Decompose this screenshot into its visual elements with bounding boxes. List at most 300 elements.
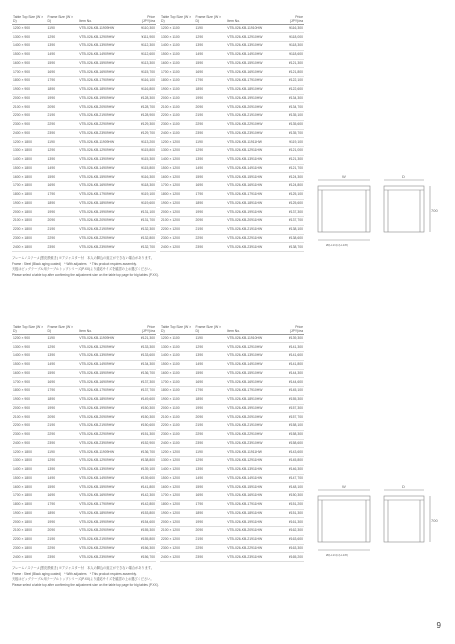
cell-frame-size: 1690	[195, 182, 227, 191]
cell-price: ¥115,700	[133, 68, 156, 77]
cell-item-no: VTB-026-KB-20909HW	[78, 103, 133, 112]
cell-table-top-size: 1300 × 1100	[160, 33, 195, 42]
cell-table-top-size: 2300 × 1800	[12, 234, 47, 243]
table-row	[12, 173, 156, 182]
cell-item-no: VTB-026-KB-21911HW	[226, 535, 281, 544]
cell-price: ¥121,800	[281, 68, 304, 77]
table-row	[160, 448, 304, 457]
cell-item-no: VTB-026-KB-16910HW	[226, 68, 281, 77]
table-row	[160, 164, 304, 173]
cell-price: ¥112,300	[133, 42, 156, 51]
cell-table-top-size: 1400 × 1100	[160, 352, 195, 361]
cell-price: ¥154,600	[133, 518, 156, 527]
cell-price: ¥131,100	[133, 208, 156, 217]
cell-frame-size: 2290	[47, 430, 79, 439]
cell-item-no: VTB-026-KB-16911HW	[226, 182, 281, 191]
cell-item-no: VTB-026-KB-14909HW	[78, 360, 133, 369]
cell-price: ¥150,600	[133, 422, 156, 431]
cell-table-top-size: 1900 × 1200	[160, 509, 195, 518]
cell-frame-size: 1590	[195, 173, 227, 182]
cell-table-top-size: 1600 × 1800	[12, 483, 47, 492]
cell-price: ¥122,100	[281, 77, 304, 86]
header-frame-size: Frame Size (W × D)	[47, 322, 79, 334]
cell-item-no: VTB-026-KB-13911HW	[226, 155, 281, 164]
table-row	[12, 352, 156, 361]
table-dimension-diagram	[308, 172, 440, 252]
table-row	[12, 378, 156, 387]
price-section-1	[12, 12, 444, 278]
cell-frame-size: 1790	[47, 77, 79, 86]
cell-item-no: VTB-026-KB-23911HW	[226, 243, 281, 252]
cell-price: ¥119,100	[133, 190, 156, 199]
header-price: Price (JPY)/ea	[133, 12, 156, 24]
cell-frame-size: 1890	[195, 199, 227, 208]
cell-frame-size: 1690	[195, 492, 227, 501]
cell-item-no: VTB-026-KB-21909HW	[78, 535, 133, 544]
cell-item-no: VTB-026-KB-22909HW	[78, 430, 133, 439]
table-row	[160, 138, 304, 147]
header-frame-size: Frame Size (W × D)	[195, 322, 227, 334]
cell-price: ¥141,600	[281, 352, 304, 361]
table-row	[12, 24, 156, 33]
table-row	[12, 457, 156, 466]
cell-price: ¥118,000	[281, 33, 304, 42]
cell-item-no: VTB-026-KB-19909HW	[78, 404, 133, 413]
table-row	[160, 42, 304, 51]
table-row	[160, 208, 304, 217]
cell-item-no: VTB-026-KB-13911HW	[226, 465, 281, 474]
cell-price: ¥122,600	[281, 85, 304, 94]
cell-price: ¥121,300	[281, 59, 304, 68]
table-row	[12, 147, 156, 156]
cell-price: ¥138,800	[133, 457, 156, 466]
cell-price: ¥158,300	[281, 430, 304, 439]
dimension-drawing	[308, 172, 440, 252]
table-row	[12, 129, 156, 138]
cell-price: ¥121,300	[281, 155, 304, 164]
header-item-no: Item No.	[226, 12, 281, 24]
cell-price: ¥112,600	[133, 50, 156, 59]
table-row	[12, 68, 156, 77]
cell-table-top-size: 2400 × 900	[12, 129, 47, 138]
table-row	[160, 553, 304, 562]
cell-frame-size: 1290	[195, 147, 227, 156]
cell-frame-size: 1790	[195, 190, 227, 199]
cell-item-no: VTB-026-KB-20910HW	[226, 103, 281, 112]
cell-item-no: VTB-026-KB-20911HW	[226, 527, 281, 536]
cell-frame-size: 2290	[47, 234, 79, 243]
cell-table-top-size: 2100 × 900	[12, 103, 47, 112]
header-table-top-size: Table Top Size (W × D)	[160, 322, 195, 334]
cell-item-no: VTB-026-KB-16910HW	[226, 378, 281, 387]
cell-price: ¥139,600	[133, 474, 156, 483]
table-row	[12, 42, 156, 51]
cell-table-top-size: 2200 × 1100	[160, 422, 195, 431]
table-row	[12, 50, 156, 59]
label-height: 700	[431, 208, 438, 213]
cell-price: ¥129,700	[133, 129, 156, 138]
cell-table-top-size: 1900 × 1100	[160, 85, 195, 94]
cell-table-top-size: 1800 × 900	[12, 77, 47, 86]
cell-frame-size: 2290	[195, 544, 227, 553]
cell-item-no: VTB-026-KB-14911HW	[226, 164, 281, 173]
cell-item-no: VTB-026-KB-18911HW	[226, 199, 281, 208]
table-row	[160, 439, 304, 448]
cell-table-top-size: 2100 × 900	[12, 413, 47, 422]
cell-price: ¥121,000	[281, 147, 304, 156]
cell-table-top-size: 1500 × 900	[12, 360, 47, 369]
page-number: 9	[436, 621, 441, 630]
table-row	[12, 182, 156, 191]
cell-frame-size: 1190	[47, 334, 79, 343]
table-row	[160, 199, 304, 208]
table-row	[160, 94, 304, 103]
cell-price: ¥121,300	[133, 334, 156, 343]
cell-frame-size: 2390	[195, 553, 227, 562]
cell-frame-size: 1990	[47, 208, 79, 217]
cell-item-no: VTB-026-KB-15909HW	[78, 173, 133, 182]
cell-price: ¥138,700	[281, 243, 304, 252]
cell-table-top-size: 1700 × 1100	[160, 68, 195, 77]
cell-price: ¥135,700	[281, 129, 304, 138]
table-row	[12, 77, 156, 86]
table-row	[12, 59, 156, 68]
cell-table-top-size: 1300 × 1800	[12, 147, 47, 156]
table-row	[160, 225, 304, 234]
table-row	[12, 334, 156, 343]
cell-price: ¥144,600	[281, 378, 304, 387]
cell-item-no: VTB-026-KB-11909HW	[78, 138, 133, 147]
table-row	[160, 77, 304, 86]
cell-frame-size: 1290	[195, 343, 227, 352]
table-row	[12, 422, 156, 431]
cell-item-no: VTB-026-KB-12909HW	[78, 33, 133, 42]
label-width: W	[342, 174, 346, 179]
cell-item-no: VTB-026-KB-13909HW	[78, 42, 133, 51]
cell-price: ¥138,600	[281, 234, 304, 243]
cell-price: ¥124,300	[281, 173, 304, 182]
cell-table-top-size: 2400 × 1800	[12, 553, 47, 562]
cell-frame-size: 2390	[195, 129, 227, 138]
cell-table-top-size: 2200 × 1800	[12, 225, 47, 234]
cell-item-no: VTB-026-KB-23911HW	[226, 553, 281, 562]
cell-table-top-size: 2000 × 1800	[12, 208, 47, 217]
cell-table-top-size: 1200 × 900	[12, 24, 47, 33]
cell-item-no: VTB-026-KB-12911HW	[226, 147, 281, 156]
cell-price: ¥111,900	[133, 33, 156, 42]
cell-table-top-size: 1900 × 900	[12, 395, 47, 404]
table-row	[160, 483, 304, 492]
cell-frame-size: 2390	[195, 243, 227, 252]
cell-price: ¥118,300	[133, 182, 156, 191]
table-row	[160, 395, 304, 404]
cell-item-no: VTB-026-KB-21909HW	[78, 422, 133, 431]
cell-price: ¥138,100	[281, 225, 304, 234]
cell-table-top-size: 2100 × 1200	[160, 217, 195, 226]
cell-item-no: VTB-026-KB-20911HW	[226, 217, 281, 226]
cell-frame-size: 2190	[195, 422, 227, 431]
cell-frame-size: 1990	[195, 94, 227, 103]
cell-frame-size: 1390	[195, 465, 227, 474]
cell-frame-size: 1290	[195, 457, 227, 466]
cell-frame-size: 1790	[195, 387, 227, 396]
cell-frame-size: 2190	[47, 112, 79, 121]
header-item-no: Item No.	[226, 322, 281, 334]
cell-price: ¥132,800	[133, 234, 156, 243]
cell-frame-size: 2190	[195, 535, 227, 544]
note-line: 天板はビッグテーブル用テーブルトップシリーズ(P.XX)より適応サイズを確認の上お選びください。	[12, 267, 154, 272]
cell-table-top-size: 1400 × 1800	[12, 155, 47, 164]
cell-table-top-size: 1500 × 1200	[160, 474, 195, 483]
cell-frame-size: 2090	[195, 413, 227, 422]
cell-item-no: VTB-026-KB-21911HW	[226, 225, 281, 234]
table-row	[12, 369, 156, 378]
note-line: Please select a table top after confirming the adjustment size on the table top page for big tables (P.XX).	[12, 582, 159, 587]
table-row	[160, 33, 304, 42]
cell-frame-size: 2290	[47, 120, 79, 129]
table-row	[160, 155, 304, 164]
cell-item-no: VTB-026-KB-21909HW	[78, 112, 133, 121]
cell-price: ¥131,700	[133, 217, 156, 226]
cell-price: ¥116,300	[281, 24, 304, 33]
cell-table-top-size: 1500 × 900	[12, 50, 47, 59]
cell-table-top-size: 1400 × 1800	[12, 465, 47, 474]
cell-frame-size: 1890	[47, 509, 79, 518]
cell-item-no: VTB-026-KB-17909HW	[78, 387, 133, 396]
cell-item-no: VTB-026-KB-14909HW	[78, 50, 133, 59]
cell-frame-size: 2090	[47, 413, 79, 422]
cell-price: ¥157,700	[281, 413, 304, 422]
cell-price: ¥132,300	[133, 225, 156, 234]
cell-frame-size: 1590	[195, 59, 227, 68]
cell-item-no: VTB-026-KB-19910HW	[226, 94, 281, 103]
cell-price: ¥151,200	[281, 500, 304, 509]
cell-item-no: VTB-026-KB-22910HW	[226, 120, 281, 129]
front-view-outline	[318, 496, 370, 542]
table-row	[12, 465, 156, 474]
cell-price: ¥156,300	[133, 544, 156, 553]
cell-table-top-size: 2300 × 1100	[160, 430, 195, 439]
cell-price: ¥125,100	[281, 190, 304, 199]
cell-price: ¥155,300	[281, 395, 304, 404]
cell-price: ¥124,800	[281, 182, 304, 191]
cell-table-top-size: 1500 × 1800	[12, 474, 47, 483]
cell-item-no: VTB-026-KB-19909HW	[78, 208, 133, 217]
cell-table-top-size: 2200 × 1800	[12, 535, 47, 544]
header-table-top-size: Table Top Size (W × D)	[160, 12, 195, 24]
cell-table-top-size: 1800 × 900	[12, 387, 47, 396]
table-dimension-diagram	[308, 482, 440, 562]
table-row	[160, 474, 304, 483]
header-frame-size: Frame Size (W × D)	[195, 12, 227, 24]
table-row	[12, 395, 156, 404]
cell-price: ¥121,700	[281, 164, 304, 173]
cell-item-no: VTB-026-KB-15911HW	[226, 483, 281, 492]
table-row	[12, 553, 156, 562]
cell-item-no: VTB-026-KB-17910HW	[226, 387, 281, 396]
cell-frame-size: 1190	[195, 138, 227, 147]
cell-table-top-size: 2300 × 1800	[12, 544, 47, 553]
cell-item-no: VTB-026-KB-23909HW	[78, 553, 133, 562]
cell-item-no: VTB-026-KB-20909HW	[78, 527, 133, 536]
note-line: フレーム / ステーメ(黒皮鉄焼き) ※アジャスター付 本人の脚込の組立ができない場合があります。	[12, 256, 154, 260]
cell-price: ¥142,300	[133, 492, 156, 501]
cell-frame-size: 1890	[195, 395, 227, 404]
cell-item-no: VTB-026-KB-11910HW	[226, 334, 281, 343]
cell-item-no: VTB-026-KB-22910HW	[226, 430, 281, 439]
table-row	[160, 68, 304, 77]
cell-item-no: VTB-026-KB-22911HW	[226, 544, 281, 553]
cell-frame-size: 1490	[47, 360, 79, 369]
cell-item-no: VTB-026-KB-23909HW	[78, 243, 133, 252]
cell-item-no: VTB-026-KB-18909HW	[78, 395, 133, 404]
price-section-2	[12, 322, 444, 588]
table-row	[12, 103, 156, 112]
cell-frame-size: 1490	[195, 360, 227, 369]
cell-item-no: VTB-026-KB-12909HW	[78, 343, 133, 352]
table-row	[12, 234, 156, 243]
cell-table-top-size: 1600 × 900	[12, 369, 47, 378]
price-table-left	[12, 322, 156, 562]
table-row	[160, 59, 304, 68]
cell-frame-size: 1290	[47, 147, 79, 156]
cell-table-top-size: 1800 × 1200	[160, 190, 195, 199]
cell-item-no: VTB-026-KB-14909HW	[78, 474, 133, 483]
cell-price: ¥139,100	[133, 465, 156, 474]
cell-table-top-size: 2100 × 1200	[160, 527, 195, 536]
cell-price: ¥118,300	[281, 42, 304, 51]
cell-frame-size: 1790	[195, 500, 227, 509]
cell-table-top-size: 2000 × 1100	[160, 404, 195, 413]
cell-frame-size: 2290	[47, 544, 79, 553]
cell-item-no: VTB-026-KB-13909HW	[78, 352, 133, 361]
table-row	[160, 24, 304, 33]
cell-price: ¥119,100	[281, 138, 304, 147]
cell-table-top-size: 1200 × 1100	[160, 24, 195, 33]
table-row	[12, 164, 156, 173]
cell-item-no: VTB-026-KB-15910HW	[226, 59, 281, 68]
cell-table-top-size: 1600 × 1200	[160, 483, 195, 492]
cell-table-top-size: 1900 × 1100	[160, 395, 195, 404]
cell-table-top-size: 2300 × 900	[12, 430, 47, 439]
cell-frame-size: 1290	[47, 33, 79, 42]
cell-price: ¥156,700	[133, 553, 156, 562]
cell-table-top-size: 1400 × 900	[12, 42, 47, 51]
front-view-outline	[318, 186, 370, 232]
cell-frame-size: 1590	[47, 483, 79, 492]
cell-table-top-size: 2300 × 900	[12, 120, 47, 129]
cell-table-top-size: 1700 × 1800	[12, 492, 47, 501]
cell-price: ¥132,700	[133, 243, 156, 252]
cell-frame-size: 1490	[47, 474, 79, 483]
table-row	[12, 500, 156, 509]
cell-price: ¥113,300	[133, 59, 156, 68]
cell-item-no: VTB-026-KB-22909HW	[78, 120, 133, 129]
cell-price: ¥115,800	[133, 147, 156, 156]
cell-item-no: VTB-026-KB-20910HW	[226, 413, 281, 422]
cell-item-no: VTB-026-KB-14910HW	[226, 360, 281, 369]
cell-frame-size: 2090	[47, 103, 79, 112]
cell-price: ¥139,300	[281, 334, 304, 343]
cell-price: ¥135,600	[281, 120, 304, 129]
cell-price: ¥133,300	[133, 343, 156, 352]
cell-frame-size: 2390	[47, 439, 79, 448]
cell-table-top-size: 1900 × 1200	[160, 199, 195, 208]
cell-table-top-size: 1400 × 1200	[160, 465, 195, 474]
cell-frame-size: 1590	[195, 483, 227, 492]
cell-price: ¥129,300	[133, 120, 156, 129]
cell-table-top-size: 1600 × 1100	[160, 59, 195, 68]
cell-table-top-size: 1200 × 1800	[12, 448, 47, 457]
header-table-top-size: Table Top Size (W × D)	[12, 12, 47, 24]
cell-item-no: VTB-026-KB-17910HW	[226, 77, 281, 86]
cell-price: ¥119,600	[133, 199, 156, 208]
cell-table-top-size: 1500 × 1100	[160, 50, 195, 59]
table-row	[160, 243, 304, 252]
note-line: 天板はビッグテーブル用テーブルトップシリーズ(P.XX)より適応サイズを確認の上お選びください。	[12, 577, 154, 582]
cell-table-top-size: 1900 × 1800	[12, 509, 47, 518]
cell-item-no: VTB-026-KB-12910HW	[226, 33, 281, 42]
cell-frame-size: 2090	[47, 217, 79, 226]
cell-frame-size: 1790	[47, 500, 79, 509]
table-row	[160, 535, 304, 544]
cell-item-no: VTB-026-KB-21910HW	[226, 112, 281, 121]
table-row	[160, 404, 304, 413]
cell-table-top-size: 2200 × 900	[12, 422, 47, 431]
cell-table-top-size: 2400 × 1800	[12, 243, 47, 252]
cell-frame-size: 1390	[47, 465, 79, 474]
cell-item-no: VTB-026-KB-13909HW	[78, 465, 133, 474]
cell-item-no: VTB-026-KB-21910HW	[226, 422, 281, 431]
cell-frame-size: 1690	[47, 182, 79, 191]
cell-frame-size: 2190	[195, 112, 227, 121]
cell-price: ¥136,700	[133, 448, 156, 457]
cell-price: ¥157,300	[281, 404, 304, 413]
price-table-right	[160, 322, 304, 562]
cell-frame-size: 1190	[47, 138, 79, 147]
cell-price: ¥146,300	[281, 465, 304, 474]
cell-price: ¥161,300	[281, 518, 304, 527]
cell-item-no: VTB-026-KB-11911HW	[226, 448, 281, 457]
cell-table-top-size: 1800 × 1200	[160, 500, 195, 509]
cell-frame-size: 1990	[195, 404, 227, 413]
cell-price: ¥144,300	[281, 369, 304, 378]
note-line: フレーム / ステーメ(黒皮鉄焼き) ※アジャスター付 本人の脚込の組立ができない場合があります。	[12, 566, 154, 570]
cell-frame-size: 1290	[47, 457, 79, 466]
table-row	[160, 369, 304, 378]
cell-item-no: VTB-026-KB-23910HW	[226, 439, 281, 448]
table-row	[12, 544, 156, 553]
cell-table-top-size: 1300 × 900	[12, 343, 47, 352]
cell-table-top-size: 1500 × 1100	[160, 360, 195, 369]
table-row	[160, 334, 304, 343]
cell-item-no: VTB-026-KB-12909HW	[78, 147, 133, 156]
cell-frame-size: 1390	[47, 42, 79, 51]
table-row	[12, 85, 156, 94]
cell-price: ¥163,300	[281, 544, 304, 553]
cell-table-top-size: 2200 × 1200	[160, 225, 195, 234]
cell-frame-size: 1890	[47, 85, 79, 94]
cell-price: ¥142,800	[133, 500, 156, 509]
cell-item-no: VTB-026-KB-11909HW	[78, 24, 133, 33]
cell-frame-size: 2090	[195, 527, 227, 536]
price-table-left	[12, 12, 156, 252]
table-row	[160, 413, 304, 422]
cell-table-top-size: 2400 × 900	[12, 439, 47, 448]
cell-table-top-size: 2400 × 1100	[160, 439, 195, 448]
table-row	[160, 190, 304, 199]
cell-price: ¥141,800	[133, 483, 156, 492]
